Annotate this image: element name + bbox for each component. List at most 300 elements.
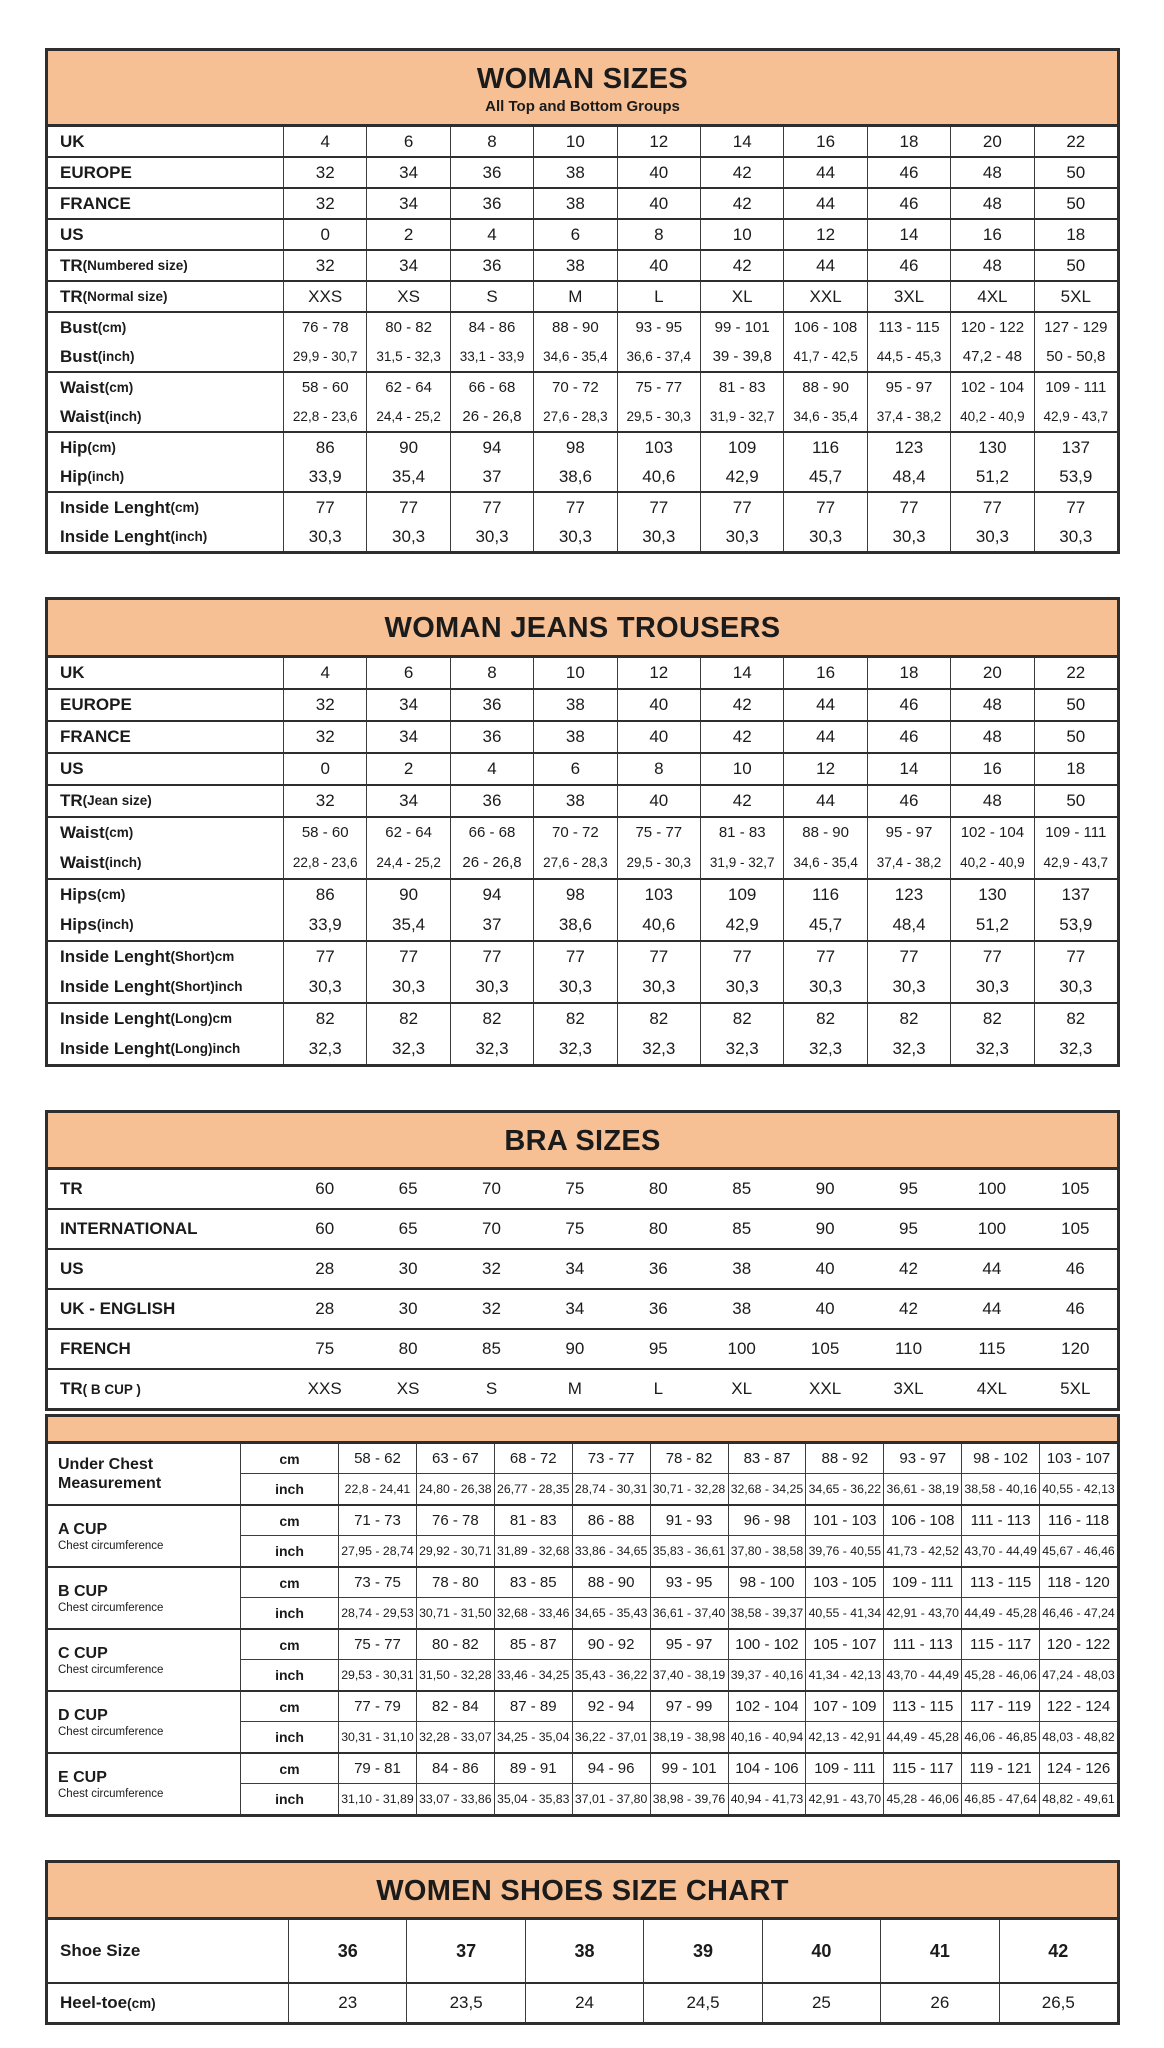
cell-value: M	[567, 1379, 582, 1399]
cell-value: 58 - 62	[338, 1444, 416, 1474]
cell-value: 3XL	[867, 282, 950, 311]
unit-label: inch	[240, 1536, 338, 1566]
table-row	[48, 1370, 1117, 1408]
cell-value: 32,3	[366, 1034, 449, 1064]
cell-value: 50	[1034, 251, 1117, 280]
table-row	[48, 127, 1117, 156]
label-unit: (cm)	[97, 320, 127, 336]
cell-value: 38	[533, 786, 616, 816]
cell-value: 77	[867, 942, 950, 972]
cell-value: 24,4 - 25,2	[366, 402, 449, 431]
cell-value: 82	[867, 1004, 950, 1034]
cell-value: 104 - 106	[728, 1754, 806, 1784]
cell-value: 5XL	[1060, 1379, 1091, 1399]
cell-value: 35,83 - 36,61	[650, 1536, 728, 1566]
cell-value: 82	[783, 1004, 866, 1034]
cell-value: 46	[867, 251, 950, 280]
row-group	[48, 1210, 1117, 1250]
cell-value: 36	[450, 158, 533, 187]
row-label: UK - ENGLISH	[60, 1299, 176, 1319]
cell-value: 33,46 - 34,25	[494, 1660, 572, 1690]
cell-value: 10	[533, 658, 616, 688]
cell-value: 40,2 - 40,9	[950, 848, 1033, 878]
row-label: Waist (cm)	[60, 822, 134, 842]
cell-value: 10	[700, 754, 783, 784]
cell-value: 119 - 121	[961, 1754, 1039, 1784]
cell-value: 6	[366, 658, 449, 688]
cell-value: 130	[950, 880, 1033, 910]
cup-row-label	[48, 1754, 240, 1814]
cell-value: 22,8 - 24,41	[338, 1474, 416, 1504]
cell-value: 90	[565, 1339, 585, 1359]
cell-value: 38,6	[533, 910, 616, 940]
row-group	[48, 1370, 1117, 1408]
cup-label-main: D CUP	[58, 1706, 108, 1724]
cell-value: 32	[482, 1259, 501, 1279]
cell-value: 40,6	[617, 910, 700, 940]
cell-value: 75 - 77	[338, 1630, 416, 1660]
cell-value: 42	[899, 1259, 918, 1279]
cell-value: 37	[450, 910, 533, 940]
cell-value: 29,92 - 30,71	[416, 1536, 494, 1566]
cell-value: 22	[1034, 127, 1117, 156]
cell-value: 58 - 60	[283, 373, 366, 402]
cell-value: 40,55 - 41,34	[805, 1598, 883, 1628]
cell-value: 30,3	[867, 522, 950, 551]
cell-value: 88 - 90	[783, 818, 866, 848]
row-group	[48, 1984, 1117, 2022]
cell-value: 32,28 - 33,07	[416, 1722, 494, 1752]
cell-value: 70	[482, 1179, 501, 1199]
cell-value: 109	[700, 880, 783, 910]
cell-value: 109	[700, 433, 783, 462]
cell-value: 6	[366, 127, 449, 156]
cell-value: 111 - 113	[883, 1630, 961, 1660]
cell-value: 22,8 - 23,6	[283, 402, 366, 431]
cell-value: 38	[732, 1299, 752, 1319]
table-row	[48, 786, 1117, 816]
cell-value: 30,71 - 32,28	[650, 1474, 728, 1504]
cell-value: 120 - 122	[950, 313, 1033, 342]
cell-value: 82	[366, 1004, 449, 1034]
cell-value: 105 - 107	[805, 1630, 883, 1660]
woman-sizes-table	[45, 48, 1120, 554]
cell-value: 43,70 - 44,49	[961, 1536, 1039, 1566]
cell-value: 99 - 101	[700, 313, 783, 342]
cell-value: 32,3	[533, 1034, 616, 1064]
row-label: Hips (cm)	[60, 884, 126, 904]
row-group	[48, 220, 1117, 251]
cell-value: 101 - 103	[805, 1506, 883, 1536]
woman-sizes-body	[48, 127, 1117, 551]
cell-value: M	[533, 282, 616, 311]
cell-value: 66 - 68	[450, 373, 533, 402]
row-group	[48, 754, 1117, 786]
cell-value: 76 - 78	[416, 1506, 494, 1536]
cell-value: 77	[1034, 942, 1117, 972]
cell-value: 34	[366, 786, 449, 816]
cell-value: 50 - 50,8	[1034, 342, 1117, 371]
cell-value: 117 - 119	[961, 1692, 1039, 1722]
cell-value: 95	[899, 1219, 918, 1239]
cell-value: 123	[867, 880, 950, 910]
cell-value: 80	[398, 1339, 418, 1359]
cell-value: 115	[978, 1339, 1006, 1359]
table-row	[48, 462, 1117, 491]
cell-value: 40	[617, 690, 700, 720]
cell-value: 38,6	[533, 462, 616, 491]
cell-value: 36,61 - 38,19	[883, 1474, 961, 1504]
cell-value: 98 - 100	[728, 1568, 806, 1598]
cell-value: 38,58 - 39,37	[728, 1598, 806, 1628]
cell-value: 109 - 111	[883, 1568, 961, 1598]
table-row	[48, 1984, 1117, 2022]
cell-value: 81 - 83	[494, 1506, 572, 1536]
cell-value: 90	[815, 1179, 835, 1199]
cell-value: 14	[700, 658, 783, 688]
cell-value: 95 - 97	[650, 1630, 728, 1660]
cell-value: 36	[450, 786, 533, 816]
cell-value: 12	[617, 127, 700, 156]
table-row	[48, 754, 1117, 784]
cell-value: 34	[366, 722, 449, 752]
label-unit: (inch)	[96, 917, 134, 933]
table-row	[48, 1330, 1117, 1368]
cell-value: 70	[482, 1219, 501, 1239]
cell-value: 37,80 - 38,58	[728, 1536, 806, 1566]
row-label: Inside Lenght (cm)	[60, 497, 200, 517]
label-unit: (Numbered size)	[82, 258, 188, 274]
cup-row-label	[48, 1568, 240, 1628]
cell-value: 102 - 104	[950, 818, 1033, 848]
cell-value: 40	[617, 251, 700, 280]
cell-value: 42	[700, 690, 783, 720]
cell-value: 102 - 104	[950, 373, 1033, 402]
cell-value: 39 - 39,8	[700, 342, 783, 371]
cell-value: 36	[450, 690, 533, 720]
cell-value: 46	[867, 189, 950, 218]
cell-value: 35,4	[366, 462, 449, 491]
cell-value: 32,3	[950, 1034, 1033, 1064]
women-shoes-header	[48, 1863, 1117, 1920]
cell-value: 28	[315, 1259, 335, 1279]
cell-value: 40	[815, 1299, 835, 1319]
cup-label-sub: Chest circumference	[58, 1726, 164, 1739]
cell-value: 18	[867, 127, 950, 156]
label-unit: (inch)	[170, 529, 208, 545]
cell-value: 30,3	[450, 972, 533, 1002]
cell-value: 37,40 - 38,19	[650, 1660, 728, 1690]
row-group	[48, 1004, 1117, 1064]
cell-value: 93 - 95	[650, 1568, 728, 1598]
cell-value: 44	[982, 1259, 1002, 1279]
cell-value: 51,2	[950, 462, 1033, 491]
row-group	[48, 1170, 1117, 1210]
cup-label-sub: Chest circumference	[58, 1540, 164, 1553]
cell-value: 30,3	[950, 522, 1033, 551]
cell-value: 90	[366, 880, 449, 910]
row-group	[48, 251, 1117, 282]
cell-value: 37	[450, 462, 533, 491]
table-row	[48, 818, 1117, 848]
cell-value: 29,5 - 30,3	[617, 848, 700, 878]
cell-value: 84 - 86	[450, 313, 533, 342]
women-shoes-title: WOMEN SHOES SIZE CHART	[376, 1875, 789, 1908]
cell-value: 60	[315, 1219, 335, 1239]
cell-value: 68 - 72	[494, 1444, 572, 1474]
cell-value: XL	[700, 282, 783, 311]
cell-value: 33,86 - 34,65	[572, 1536, 650, 1566]
cell-value: XXL	[783, 282, 866, 311]
cell-value: 42	[999, 1920, 1117, 1982]
row-label: INTERNATIONAL	[60, 1219, 198, 1239]
cell-value: 88 - 90	[533, 313, 616, 342]
cell-value: 77	[617, 493, 700, 522]
bra-sizes-header	[48, 1113, 1117, 1170]
cell-value: 46	[867, 690, 950, 720]
row-group	[48, 690, 1117, 722]
cell-value: 34,65 - 35,43	[572, 1598, 650, 1628]
cell-value: 75	[315, 1339, 335, 1359]
table-row	[48, 522, 1117, 551]
cell-value: 50	[1034, 690, 1117, 720]
label-unit: (Long)	[170, 1041, 213, 1057]
table-row	[48, 282, 1117, 311]
cell-value: 26	[880, 1984, 998, 2022]
row-group	[48, 373, 1117, 433]
cell-value: 30,31 - 31,10	[338, 1722, 416, 1752]
cell-value: XXS	[307, 1379, 342, 1399]
cell-value: XS	[396, 1379, 420, 1399]
cell-value: 44	[783, 722, 866, 752]
cell-value: 96 - 98	[728, 1506, 806, 1536]
cell-value: 48	[950, 251, 1033, 280]
cell-value: 77	[283, 942, 366, 972]
cup-label-main: E CUP	[58, 1768, 107, 1786]
cell-value: 88 - 92	[805, 1444, 883, 1474]
cell-value: 38	[732, 1259, 752, 1279]
cell-value: 32	[482, 1299, 501, 1319]
cell-value: 84 - 86	[416, 1754, 494, 1784]
cell-value: 118 - 120	[1039, 1568, 1117, 1598]
woman-jeans-header	[48, 600, 1117, 657]
row-label: TR (Numbered size)	[60, 255, 188, 275]
cell-value: 32,3	[867, 1034, 950, 1064]
cell-value: 30,3	[700, 972, 783, 1002]
cell-value: 77 - 79	[338, 1692, 416, 1722]
cell-value: 44	[783, 251, 866, 280]
cell-value: 39,76 - 40,55	[805, 1536, 883, 1566]
cell-value: 46	[867, 722, 950, 752]
cell-value: 37	[406, 1920, 524, 1982]
table-row	[48, 880, 1117, 910]
cell-value: 34	[565, 1299, 585, 1319]
cell-value: 65	[398, 1179, 418, 1199]
cell-value: 4XL	[950, 282, 1033, 311]
cell-value: 24	[525, 1984, 643, 2022]
cell-value: 50	[1034, 722, 1117, 752]
cell-value: 37,4 - 38,2	[867, 848, 950, 878]
cell-value: 30,3	[783, 972, 866, 1002]
cell-value: 115 - 117	[883, 1754, 961, 1784]
cell-value: 32,3	[700, 1034, 783, 1064]
cup-row-label	[48, 1506, 240, 1566]
cell-value: 82	[450, 1004, 533, 1034]
cell-value: 31,89 - 32,68	[494, 1536, 572, 1566]
cell-value: 46	[867, 158, 950, 187]
label-unit: (cm)	[87, 440, 116, 456]
row-label: UK	[60, 131, 85, 151]
cell-value: 45,28 - 46,06	[883, 1784, 961, 1814]
cell-value: 46	[1065, 1259, 1085, 1279]
row-label: UK	[60, 662, 85, 682]
cell-value: 27,95 - 28,74	[338, 1536, 416, 1566]
cell-value: 85	[732, 1219, 752, 1239]
row-group	[48, 1330, 1117, 1370]
cell-value: 42,9 - 43,7	[1034, 402, 1117, 431]
cell-value: 36	[450, 251, 533, 280]
table-row	[48, 493, 1117, 522]
cell-value: 14	[700, 127, 783, 156]
cell-value: 81 - 83	[700, 818, 783, 848]
cell-value: 24,80 - 26,38	[416, 1474, 494, 1504]
unit-label: cm	[240, 1506, 338, 1536]
table-row	[48, 313, 1117, 342]
cell-value: 30,3	[1034, 522, 1117, 551]
cell-value: 34	[366, 189, 449, 218]
cell-value: XL	[731, 1379, 753, 1399]
cell-value: 81 - 83	[700, 373, 783, 402]
cell-value: 30,3	[617, 972, 700, 1002]
cell-value: 12	[783, 220, 866, 249]
cell-value: 40,6	[617, 462, 700, 491]
cup-label-main: C CUP	[58, 1644, 108, 1662]
bra-sizes-body	[48, 1170, 1117, 1408]
cell-value: 44	[783, 158, 866, 187]
cell-value: 94 - 96	[572, 1754, 650, 1784]
cell-value: 38	[525, 1920, 643, 1982]
row-label: FRENCH	[60, 1339, 131, 1359]
cell-value: 26,77 - 28,35	[494, 1474, 572, 1504]
cell-value: 99 - 101	[650, 1754, 728, 1784]
cell-value: 109 - 111	[1034, 818, 1117, 848]
cell-value: 36	[648, 1259, 668, 1279]
cell-value: 44,5 - 45,3	[867, 342, 950, 371]
cell-value: 8	[450, 658, 533, 688]
row-label: FRANCE	[60, 726, 131, 746]
cell-value: 18	[1034, 754, 1117, 784]
cell-value: 77	[1034, 493, 1117, 522]
cell-value: 77	[700, 493, 783, 522]
cell-value: 30,3	[366, 522, 449, 551]
cell-value: 42,9	[700, 910, 783, 940]
table-row	[48, 972, 1117, 1002]
cell-value: 32,68 - 34,25	[728, 1474, 806, 1504]
cell-value: 62 - 64	[366, 818, 449, 848]
cell-value: 32	[283, 722, 366, 752]
cell-value: 120	[1061, 1339, 1090, 1359]
label-unit: (Short)	[170, 979, 215, 995]
cell-value: 44	[783, 690, 866, 720]
cell-value: 137	[1034, 433, 1117, 462]
cell-value: 36	[648, 1299, 668, 1319]
cell-value: 32	[283, 786, 366, 816]
cell-value: 30	[398, 1299, 418, 1319]
cell-value: 10	[533, 127, 616, 156]
cell-value: 36,22 - 37,01	[572, 1722, 650, 1752]
cell-value: 14	[867, 754, 950, 784]
cell-value: 100	[977, 1179, 1007, 1199]
cell-value: 63 - 67	[416, 1444, 494, 1474]
cell-value: 92 - 94	[572, 1692, 650, 1722]
cell-value: 76 - 78	[283, 313, 366, 342]
cell-value: 93 - 97	[883, 1444, 961, 1474]
cell-value: 77	[950, 493, 1033, 522]
cell-value: 40	[617, 189, 700, 218]
cell-value: 10	[700, 220, 783, 249]
unit-label: cm	[240, 1754, 338, 1784]
label-unit: (Jean size)	[82, 793, 152, 809]
woman-jeans-title: WOMAN JEANS TROUSERS	[384, 612, 781, 645]
bra-cup-measurement-table	[45, 1414, 1120, 1817]
cell-value: XXS	[283, 282, 366, 311]
cell-value: 88 - 90	[572, 1568, 650, 1598]
cell-value: 33,07 - 33,86	[416, 1784, 494, 1814]
cell-value: 38	[533, 251, 616, 280]
cell-value: 27,6 - 28,3	[533, 848, 616, 878]
cell-value: 41,34 - 42,13	[805, 1660, 883, 1690]
cell-value: 46	[867, 786, 950, 816]
cell-value: 78 - 80	[416, 1568, 494, 1598]
row-group	[48, 786, 1117, 818]
label-unit: (inch)	[87, 469, 125, 485]
cell-value: 50	[1034, 158, 1117, 187]
row-label: TR (Jean size)	[60, 790, 152, 810]
cell-value: 34	[565, 1259, 585, 1279]
cell-value: 40,16 - 40,94	[728, 1722, 806, 1752]
row-label: TR ( B CUP )	[60, 1379, 141, 1399]
label-unit: (cm)	[96, 887, 126, 903]
row-group	[48, 127, 1117, 158]
row-label: Heel-toe (cm)	[60, 1993, 156, 2013]
cell-value: 30,3	[950, 972, 1033, 1002]
cell-value: 80 - 82	[416, 1630, 494, 1660]
woman-jeans-table	[45, 597, 1120, 1066]
cell-value: 39	[643, 1920, 761, 1982]
cell-value: 16	[783, 658, 866, 688]
cell-value: 79 - 81	[338, 1754, 416, 1784]
cell-value: 113 - 115	[867, 313, 950, 342]
cell-value: 33,9	[283, 462, 366, 491]
cell-value: 6	[533, 220, 616, 249]
cell-value: 94	[450, 433, 533, 462]
unit-label: cm	[240, 1630, 338, 1660]
cell-value: 77	[283, 493, 366, 522]
cell-value: 48,03 - 48,82	[1039, 1722, 1117, 1752]
cell-value: 32,3	[617, 1034, 700, 1064]
cell-value: 46,85 - 47,64	[961, 1784, 1039, 1814]
cell-value: 28,74 - 29,53	[338, 1598, 416, 1628]
cell-value: 42,9 - 43,7	[1034, 848, 1117, 878]
cell-value: 31,9 - 32,7	[700, 402, 783, 431]
cup-group	[48, 1506, 1117, 1568]
cell-value: 85	[732, 1179, 752, 1199]
cell-value: 80	[648, 1219, 668, 1239]
cell-value: 32,68 - 33,46	[494, 1598, 572, 1628]
row-group	[48, 942, 1117, 1004]
row-label: Hip (cm)	[60, 437, 116, 457]
woman-sizes-title: WOMAN SIZES	[476, 63, 689, 95]
